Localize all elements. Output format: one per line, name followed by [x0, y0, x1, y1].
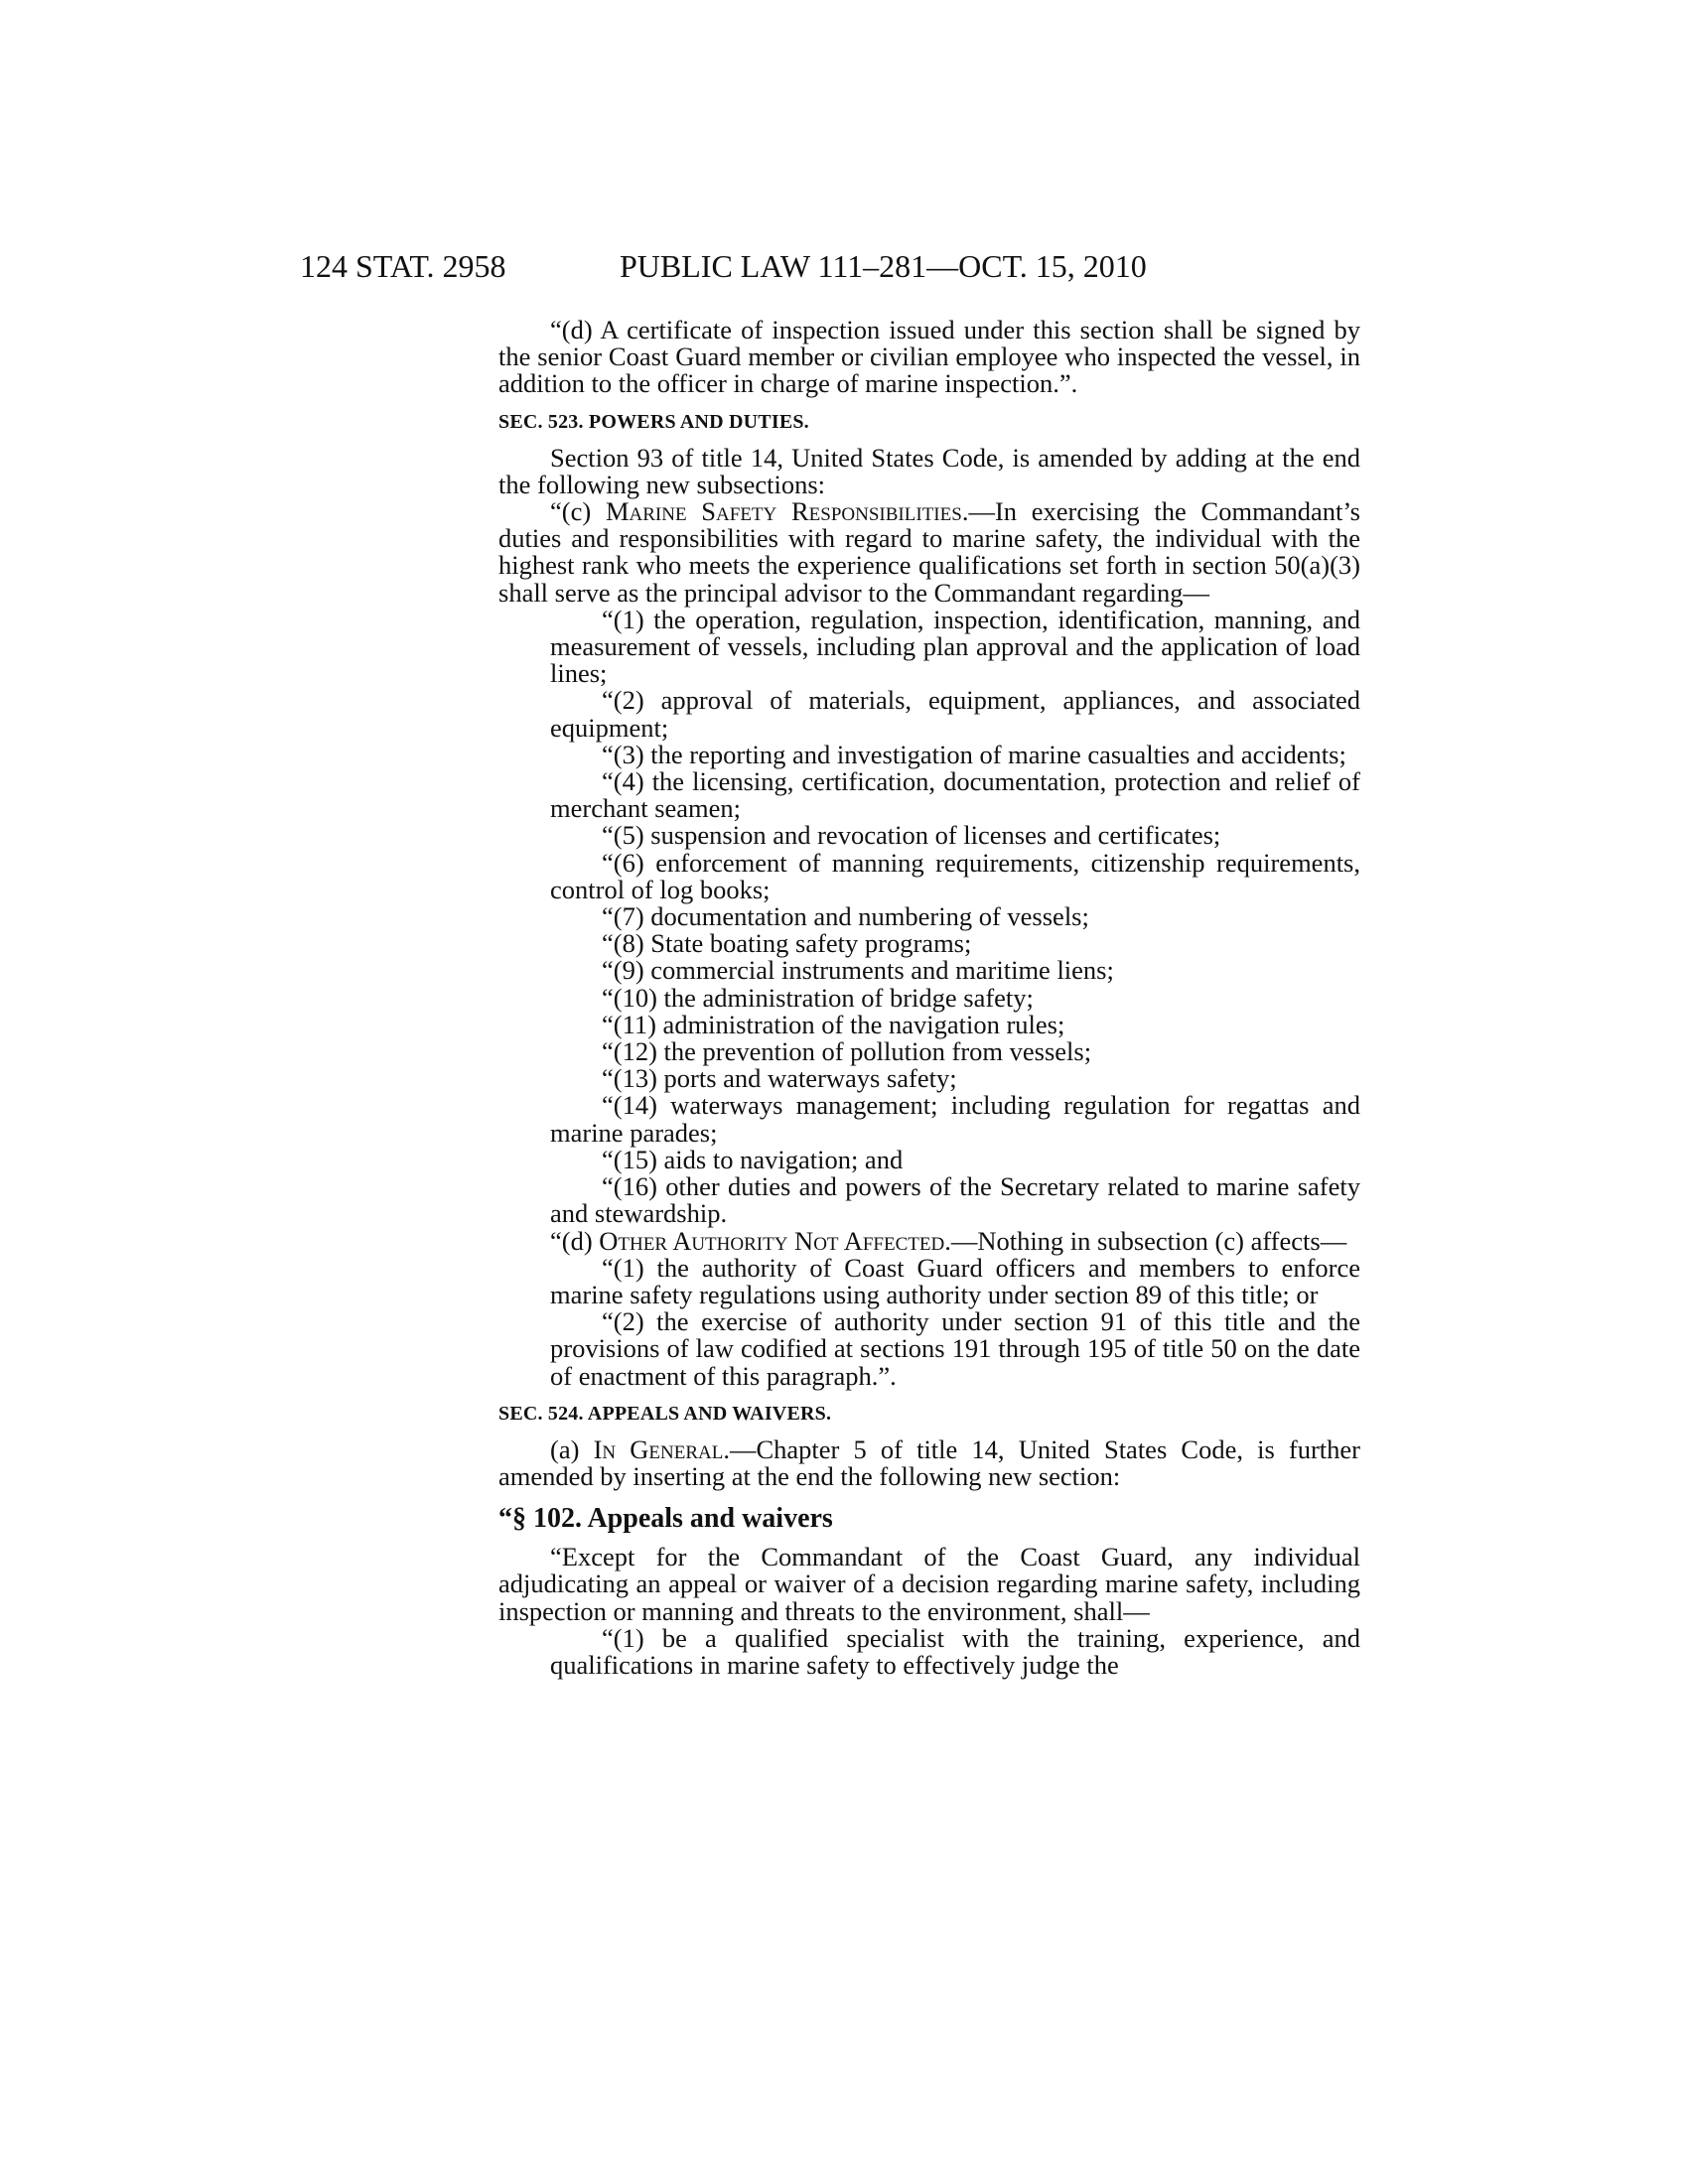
subsection-c-text: .—In exercising the Commandant’s duties and responsibilities with regard to marine safety, the individual with the highest rank who meets the experience qualifications set forth in section 50(a)(3) shall serve as the principal advisor to the Commandant regarding—	[498, 496, 1360, 608]
section-102-intro: “Except for the Commandant of the Coast Guard, any individual adjudicating an appeal or waiver of a decision regarding marine safety, including inspection or manning and threats to the environment, shall—	[498, 1542, 1360, 1626]
list-item: “(13) ports and waterways safety;	[602, 1063, 957, 1094]
list-item: “(14) waterways management; including regulation for regattas and marine parades;	[550, 1090, 1360, 1148]
subsection-a-label: (a)	[550, 1433, 580, 1464]
subsection-c-caption: Marine Safety Responsibilities	[605, 496, 962, 527]
list-item: “(6) enforcement of manning requirements, citizenship requirements, control of log books;	[550, 847, 1360, 904]
list-item: “(15) aids to navigation; and	[602, 1144, 904, 1174]
list-item: “(5) suspension and revocation of licenses and certificates;	[602, 820, 1221, 851]
section-102-heading: “§ 102. Appeals and waivers	[498, 1503, 833, 1535]
running-header	[0, 246, 1688, 286]
list-item: “(10) the administration of bridge safety;	[602, 982, 1034, 1013]
public-law-citation: PUBLIC LAW 111–281—OCT. 15, 2010	[620, 248, 1147, 284]
subsection-a-text: .—Chapter 5 of title 14, United States Code, is further amended by inserting at the end the following new section:	[498, 1433, 1361, 1491]
page-body	[498, 317, 1360, 1679]
section-523-heading: SEC. 523. POWERS AND DUTIES.	[498, 410, 809, 433]
subsection-d	[498, 1225, 1360, 1256]
list-item: “(9) commercial instruments and maritime liens;	[602, 955, 1114, 986]
list-item: “(11) administration of the navigation rules;	[602, 1009, 1065, 1039]
subsection-a-caption: In General	[593, 1433, 724, 1464]
subsection-c-label: “(c)	[550, 496, 592, 527]
section-523-intro: Section 93 of title 14, United States Code, is amended by adding at the end the following new subsections:	[498, 442, 1360, 499]
subsection-c	[498, 498, 1360, 607]
list-item: “(1) be a qualified specialist with the training, experience, and qualifications in marine safety to effectively judge the	[550, 1622, 1360, 1680]
list-item: “(3) the reporting and investigation of marine casualties and accidents;	[602, 739, 1346, 769]
list-item: “(8) State boating safety programs;	[602, 928, 972, 959]
list-item: “(16) other duties and powers of the Secretary related to marine safety and stewardship.	[550, 1171, 1360, 1229]
list-item: “(1) the authority of Coast Guard officers and members to enforce marine safety regulations using authority under section 89 of this title; or	[550, 1252, 1360, 1309]
subsection-a	[498, 1433, 1361, 1491]
subsection-d-label: “(d)	[550, 1225, 593, 1256]
list-item: “(12) the prevention of pollution from vessels;	[602, 1036, 1092, 1067]
subsection-d-caption: Other Authority Not Affected	[599, 1225, 945, 1256]
statute-citation: 124 STAT. 2958	[300, 248, 506, 284]
list-item: “(2) the exercise of authority under section 91 of this title and the provisions of law codified at sections 191 through 195 of title 50 on the date of enactment of this paragraph.”.	[550, 1306, 1360, 1391]
list-item: “(4) the licensing, certification, documentation, protection and relief of merchant seamen;	[550, 766, 1360, 824]
list-item: “(7) documentation and numbering of vessels;	[602, 901, 1089, 932]
subsection-d-certificate: “(d) A certificate of inspection issued under this section shall be signed by the senior Coast Guard member or civilian employee who inspected the vessel, in addition to the officer in charge of marine inspection.”.	[498, 315, 1360, 399]
section-524-heading: SEC. 524. APPEALS AND WAIVERS.	[498, 1402, 832, 1425]
subsection-d-text: .—Nothing in subsection (c) affects—	[944, 1225, 1347, 1256]
list-item: “(2) approval of materials, equipment, appliances, and associated equipment;	[550, 685, 1360, 743]
list-item: “(1) the operation, regulation, inspection, identification, manning, and measurement of vessels, including plan approval and the application of load lines;	[550, 604, 1360, 689]
